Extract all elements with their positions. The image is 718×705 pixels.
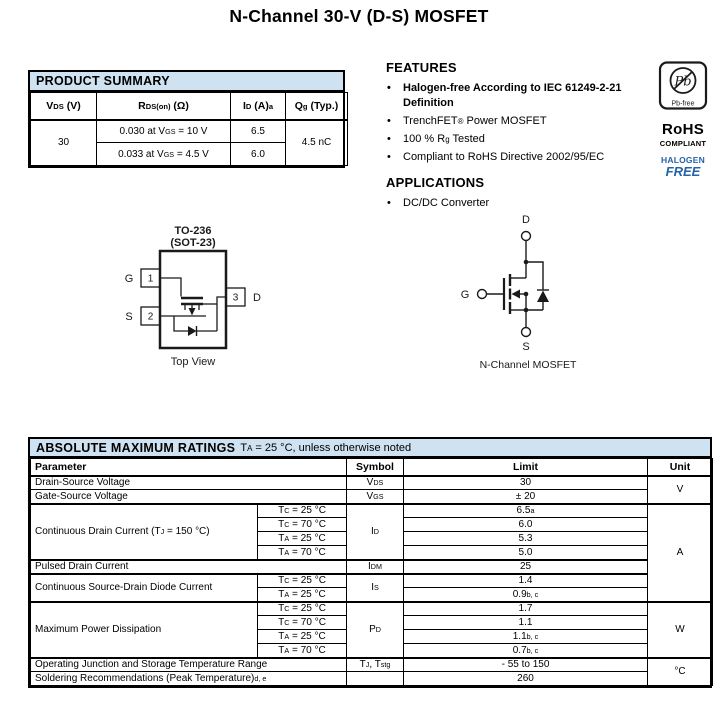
column-header: Limit bbox=[404, 459, 648, 476]
bullet-icon: • bbox=[387, 197, 391, 209]
table-cell: $T_A = 70$ °C bbox=[258, 644, 347, 658]
table-cell: 6.0 bbox=[231, 143, 286, 166]
table-cell: 6.0 bbox=[404, 518, 648, 532]
table-cell: $T_A = 25$ °C bbox=[258, 630, 347, 644]
feature-item bbox=[386, 114, 654, 129]
pin1-label-gate: G bbox=[124, 273, 134, 285]
table-cell bbox=[347, 672, 404, 686]
table-cell: 6.5 bbox=[231, 120, 286, 143]
table-cell: $I_{DM}$ bbox=[347, 560, 404, 574]
table-cell: 1.1 bbox=[404, 616, 648, 630]
table-cell: 1.7 bbox=[404, 602, 648, 616]
features-section bbox=[386, 60, 654, 214]
table-cell: Drain-Source Voltage bbox=[31, 476, 347, 490]
table-cell: $T_C = 70$ °C bbox=[258, 616, 347, 630]
internal-mosfet-schematic bbox=[160, 278, 226, 331]
product-summary-table bbox=[28, 70, 345, 168]
table-cell: 25 bbox=[404, 560, 648, 574]
package-title-line1: TO-236 bbox=[174, 225, 212, 237]
table-cell: $T_C = 25$ °C bbox=[258, 602, 347, 616]
table-cell: 0.030 at $V_{GS} = 10$ V bbox=[97, 120, 231, 143]
feature-item bbox=[386, 81, 654, 111]
pin3-number: 3 bbox=[232, 292, 239, 304]
rohs-compliant-label: COMPLIANT bbox=[659, 139, 707, 148]
features-heading: FEATURES bbox=[386, 60, 457, 75]
source-label: S bbox=[522, 341, 530, 353]
feature-text: 100 % $R_g$ Tested bbox=[403, 133, 485, 145]
table-cell: $T_A = 25$ °C bbox=[258, 588, 347, 602]
table-cell: Maximum Power Dissipation bbox=[31, 602, 258, 658]
abs-max-header-bar bbox=[30, 439, 710, 458]
bullet-icon: • bbox=[387, 82, 391, 94]
table-cell: $T_A = 25$ °C bbox=[258, 532, 347, 546]
product-summary-grid bbox=[30, 92, 348, 166]
feature-text: TrenchFET® Power MOSFET bbox=[403, 115, 547, 127]
channel-arrow bbox=[512, 290, 521, 299]
table-cell: 1.4 bbox=[404, 574, 648, 588]
column-header: Unit bbox=[648, 459, 713, 476]
applications-heading: APPLICATIONS bbox=[386, 175, 485, 190]
abs-max-title: ABSOLUTE MAXIMUM RATINGS bbox=[36, 440, 236, 455]
table-cell: Soldering Recommendations (Peak Temperature)$^{d, e}$ bbox=[31, 672, 347, 686]
package-drawing bbox=[118, 222, 293, 379]
pin2-label-source: S bbox=[125, 311, 133, 323]
halogen-free-label: FREE bbox=[665, 164, 701, 179]
table-cell: W bbox=[648, 602, 713, 658]
mosfet-symbol-icon bbox=[440, 212, 615, 374]
table-cell: $T_J$, $T_{stg}$ bbox=[347, 658, 404, 672]
table-cell: $V_{DS}$ bbox=[347, 476, 404, 490]
table-cell: Operating Junction and Storage Temperature Range bbox=[31, 658, 347, 672]
package-title-line2: (SOT-23) bbox=[170, 237, 216, 249]
table-cell: 5.0 bbox=[404, 546, 648, 560]
table-cell: $I_D$ bbox=[347, 504, 404, 560]
table-cell: 30 bbox=[31, 120, 97, 166]
column-header: $Q_g$ (Typ.) bbox=[286, 93, 348, 120]
table-cell: $T_C = 25$ °C bbox=[258, 504, 347, 518]
pb-symbol-text: Pb bbox=[674, 74, 692, 90]
pb-free-label: Pb-free bbox=[671, 100, 695, 108]
table-cell: ± 20 bbox=[404, 490, 648, 504]
body-diode-triangle bbox=[537, 291, 549, 303]
table-cell: 0.9$^{b, c}$ bbox=[404, 588, 648, 602]
feature-text: Compliant to RoHS Directive 2002/95/EC bbox=[403, 151, 605, 163]
gate-label: G bbox=[460, 289, 470, 301]
table-cell: 30 bbox=[404, 476, 648, 490]
product-summary-header-bar bbox=[30, 72, 343, 92]
table-cell: $I_S$ bbox=[347, 574, 404, 602]
drain-label: D bbox=[522, 214, 530, 226]
table-cell: $P_D$ bbox=[347, 602, 404, 658]
table-cell: Gate-Source Voltage bbox=[31, 490, 347, 504]
bullet-icon: • bbox=[387, 115, 391, 127]
table-cell: V bbox=[648, 476, 713, 504]
product-summary-title: PRODUCT SUMMARY bbox=[36, 74, 170, 88]
table-cell: $V_{GS}$ bbox=[347, 490, 404, 504]
table-cell: $T_C = 25$ °C bbox=[258, 574, 347, 588]
feature-item bbox=[386, 150, 654, 165]
column-header: Symbol bbox=[347, 459, 404, 476]
rohs-label: RoHS bbox=[661, 121, 705, 138]
abs-max-title-note: $T_A = 25$ °C, unless otherwise noted bbox=[240, 441, 412, 454]
pin3-label-drain: D bbox=[253, 292, 261, 304]
application-text: DC/DC Converter bbox=[403, 197, 490, 209]
column-header: $V_{DS}$ (V) bbox=[31, 93, 97, 120]
column-header: $I_D$ $(A)^a$ bbox=[231, 93, 286, 120]
table-cell: $T_A = 70$ °C bbox=[258, 546, 347, 560]
page-title: N-Channel 30-V (D-S) MOSFET bbox=[229, 6, 489, 26]
table-cell: 1.1$^{b, c}$ bbox=[404, 630, 648, 644]
table-cell: 4.5 nC bbox=[286, 120, 348, 166]
pin1-number: 1 bbox=[147, 273, 154, 285]
absolute-maximum-ratings-table bbox=[28, 437, 712, 688]
table-cell: A bbox=[648, 504, 713, 602]
mosfet-symbol-caption: N-Channel MOSFET bbox=[479, 359, 577, 371]
abs-max-grid bbox=[30, 458, 713, 686]
table-cell: °C bbox=[648, 658, 713, 686]
package-caption: Top View bbox=[170, 356, 216, 368]
diode-triangle bbox=[188, 326, 197, 336]
mosfet-symbol bbox=[440, 212, 615, 379]
table-cell: 0.7$^{b, c}$ bbox=[404, 644, 648, 658]
body-arrow bbox=[189, 308, 196, 316]
table-cell: - 55 to 150 bbox=[404, 658, 648, 672]
bullet-icon: • bbox=[387, 151, 391, 163]
table-cell: Continuous Drain Current ($T_J = 150$ °C) bbox=[31, 504, 258, 560]
pin2-number: 2 bbox=[147, 311, 154, 323]
feature-text: Halogen-free According to IEC 61249-2-21 Definition bbox=[403, 82, 622, 109]
table-cell: 0.033 at $V_{GS} = 4.5$ V bbox=[97, 143, 231, 166]
table-cell: Continuous Source-Drain Diode Current bbox=[31, 574, 258, 602]
halogen-label: HALOGEN bbox=[661, 155, 705, 165]
table-cell: $T_C = 70$ °C bbox=[258, 518, 347, 532]
pb-free-icon bbox=[652, 61, 714, 113]
column-header: Parameter bbox=[31, 459, 347, 476]
table-cell: 6.5$^a$ bbox=[404, 504, 648, 518]
feature-item bbox=[386, 132, 654, 147]
package-outline-icon bbox=[118, 222, 293, 374]
column-header: $R_{DS(on)}$ (Ω) bbox=[97, 93, 231, 120]
table-cell: 5.3 bbox=[404, 532, 648, 546]
table-cell: 260 bbox=[404, 672, 648, 686]
compliance-badges bbox=[651, 61, 715, 178]
application-item bbox=[386, 196, 654, 211]
table-cell: Pulsed Drain Current bbox=[31, 560, 347, 574]
bullet-icon: • bbox=[387, 133, 391, 145]
